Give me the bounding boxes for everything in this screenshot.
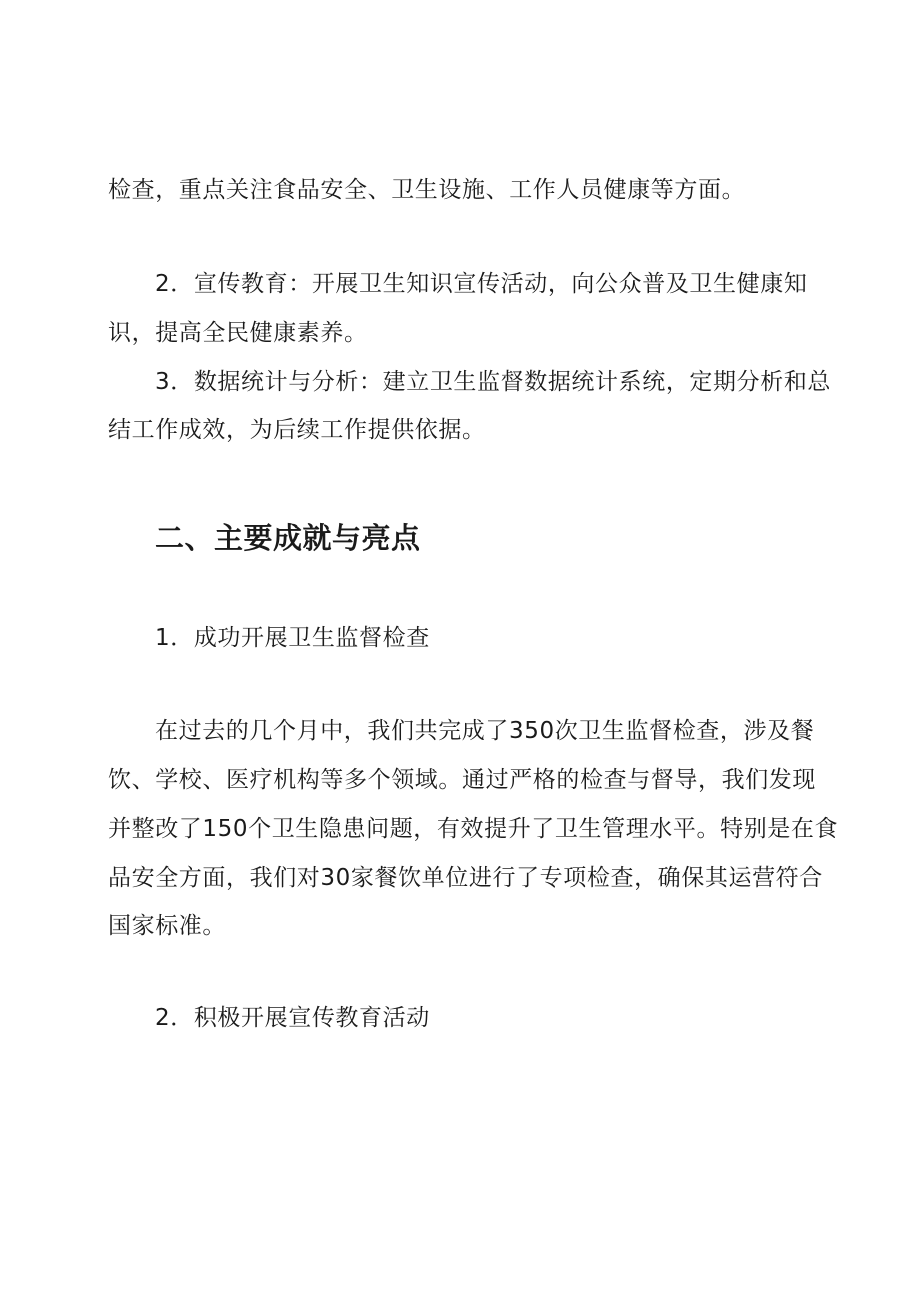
subsection-title-2: 2．积极开展宣传教育活动 xyxy=(155,1005,430,1031)
paragraph-line: 检查，重点关注食品安全、卫生设施、工作人员健康等方面。 xyxy=(108,177,746,203)
paragraph-line: 品安全方面，我们对30家餐饮单位进行了专项检查，确保其运营符合 xyxy=(108,865,823,891)
paragraph-line: 饮、学校、医疗机构等多个领域。通过严格的检查与督导，我们发现 xyxy=(108,767,816,793)
item-3-line-2: 结工作成效，为后续工作提供依据。 xyxy=(108,417,486,443)
item-2-line-2: 识，提高全民健康素养。 xyxy=(108,320,368,346)
paragraph-line: 在过去的几个月中，我们共完成了350次卫生监督检查，涉及餐 xyxy=(155,718,815,744)
paragraph-line: 国家标准。 xyxy=(108,913,226,939)
item-3-line-1: 3．数据统计与分析：建立卫生监督数据统计系统，定期分析和总 xyxy=(155,369,832,395)
item-2-line-1: 2．宣传教育：开展卫生知识宣传活动，向公众普及卫生健康知 xyxy=(155,271,808,297)
subsection-title-1: 1．成功开展卫生监督检查 xyxy=(155,625,430,651)
paragraph-line: 并整改了150个卫生隐患问题，有效提升了卫生管理水平。特别是在食 xyxy=(108,816,839,842)
section-heading: 二、主要成就与亮点 xyxy=(155,521,421,555)
